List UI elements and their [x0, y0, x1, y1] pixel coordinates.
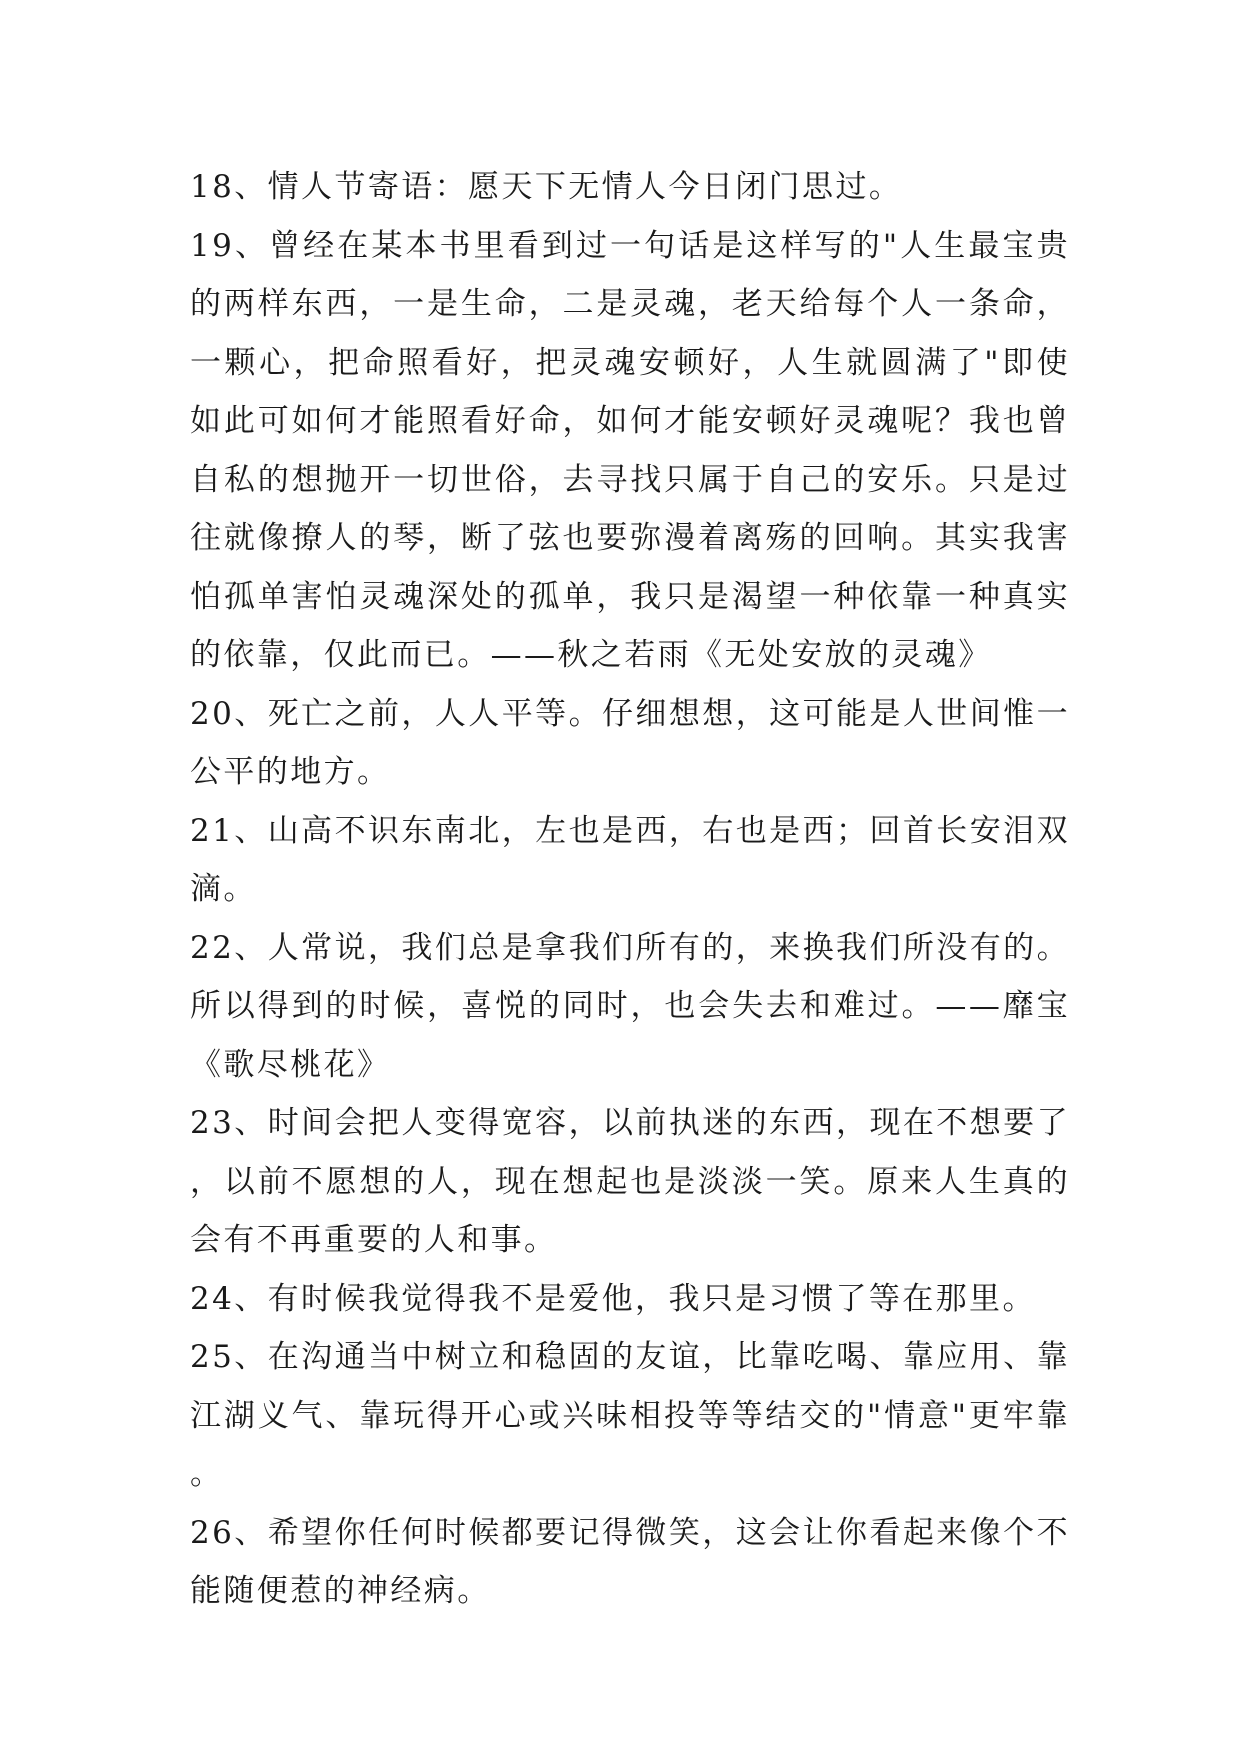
paragraph-24: 24、有时候我觉得我不是爱他，我只是习惯了等在那里。 [190, 1280, 1036, 1317]
paragraph-19: 19、曾经在某本书里看到过一句话是这样写的"人生最宝贵的两样东西，一是生命，二是灵魂，老天给每个人一条命，一颗心，把命照看好，把灵魂安顿好，人生就圆满了"即使如此可如何才能照看好命，如何才能安顿好灵魂呢？我也曾自私的想抛开一切世俗，去寻找只属于自己的安乐。只是过往就像撩人的琴，断了弦也要弥漫着离殇的回响。其实我害怕孤单害怕灵魂深处的孤单，我只是渴望一种依靠一种真实的依靠，仅此而已。——秋之若雨《无处安放的灵魂》 [190, 227, 1070, 673]
paragraph-26: 26、希望你任何时候都要记得微笑，这会让你看起来像个不能随便惹的神经病。 [190, 1514, 1070, 1609]
document-body [190, 158, 1070, 1621]
paragraph-20: 20、死亡之前，人人平等。仔细想想，这可能是人世间惟一公平的地方。 [190, 695, 1070, 790]
paragraph-25: 25、在沟通当中树立和稳固的友谊，比靠吃喝、靠应用、靠江湖义气、靠玩得开心或兴味相投等等结交的"情意"更牢靠。 [190, 1339, 1070, 1492]
paragraph-23: 23、时间会把人变得宽容，以前执迷的东西，现在不想要了，以前不愿想的人，现在想起也是淡淡一笑。原来人生真的会有不再重要的人和事。 [190, 1105, 1070, 1258]
paragraph-21: 21、山高不识东南北，左也是西，右也是西；回首长安泪双滴。 [190, 812, 1070, 907]
paragraph-18: 18、情人节寄语：愿天下无情人今日闭门思过。 [190, 169, 903, 205]
paragraph-22: 22、人常说，我们总是拿我们所有的，来换我们所没有的。所以得到的时候，喜悦的同时，也会失去和难过。——靡宝《歌尽桃花》 [190, 929, 1070, 1083]
